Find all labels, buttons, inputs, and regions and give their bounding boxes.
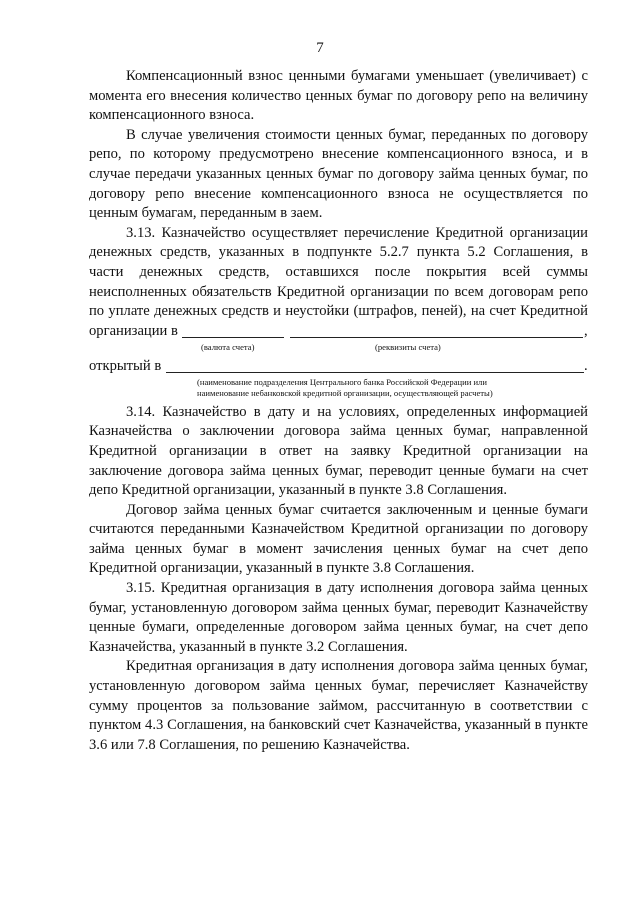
paragraph-compensation-not-required: В случае увеличения стоимости ценных бумаг, переданных по договору репо, по которому предусмотрено внесение компенсационного взноса, и в случае передачи указанных ценных бумаг по договору займа ценных бумаг, по договору репо внесение компенсационного взноса не осуществляется по ценным бумагам, переданным в заем. [89, 126, 588, 222]
caption-bank-line-2: наименование небанковской кредитной организации, осуществляющей расчеты) [197, 387, 493, 398]
details-blank [290, 337, 583, 338]
currency-blank [182, 337, 284, 338]
bank-blank [166, 372, 584, 373]
paragraph-compensation-decrease: Компенсационный взнос ценными бумагами уменьшает (увеличивает) с момента его внесения количество ценных бумаг по договору репо на величину компенсационного взноса. [89, 68, 588, 124]
caption-details: (реквизиты счета) [375, 341, 441, 352]
account-fill-line [89, 322, 588, 342]
account-captions [89, 342, 588, 355]
account-line-end: , [584, 322, 588, 339]
caption-currency: (валюта счета) [201, 341, 255, 352]
paragraph-3-14: 3.14. Казначейство в дату и на условиях, определенных информацией Казначейства о заключении договора займа ценных бумаг, направленной Кредитной организации в ответ на заявку Кредитной организации на заключение договора займа ценных бумаг, переводит ценные бумаги на счет депо Кредитной организации, указанный в пункте 3.8 Соглашения. [89, 403, 588, 499]
paragraph-interest-transfer: Кредитная организация в дату исполнения договора займа ценных бумаг, установленную договором займа ценных бумаг, перечисляет Казначейству сумму процентов за пользование займом, рассчитанную в соответствии с пунктом 4.3 Соглашения, на банковский счет Казначейства, указанный в пункте 3.6 или 7.8 Соглашения, по решению Казначейства. [89, 658, 588, 753]
paragraph-3-13: 3.13. Казначейство осуществляет перечисление Кредитной организации денежных средств, указанных в подпункте 5.2.7 пункта 5.2 Соглашения, в части денежных средств, оставшихся после покрытия всей суммы неисполненных обязательств Кредитной организации по всем договорам репо по уплате денежных средств и неустойки (штрафов, пеней), на счет Кредитной [89, 224, 588, 320]
opened-line-end: . [584, 357, 588, 374]
opened-label: открытый в [89, 357, 162, 374]
page-number: 7 [316, 40, 324, 56]
account-label: организации в [89, 322, 178, 339]
document-body [89, 67, 588, 755]
paragraph-3-15: 3.15. Кредитная организация в дату исполнения договора займа ценных бумаг, установленную договором займа ценных бумаг, переводит Казначейству ценные бумаги, определенные договором займа ценных бумаг, на счет депо Казначейства, указанный в пункте 3.2 Соглашения. [89, 580, 588, 655]
opened-fill-line [89, 357, 588, 377]
paragraph-loan-concluded: Договор займа ценных бумаг считается заключенным и ценные бумаги считаются переданными Казначейством Кредитной организации по договору займа ценных бумаг в момент зачисления ценных бумаг на счет депо Кредитной организации, указанный в пункте 3.8 Соглашения. [89, 501, 588, 577]
caption-bank-line-1: (наименование подразделения Центрального банка Российской Федерации или [197, 376, 487, 387]
